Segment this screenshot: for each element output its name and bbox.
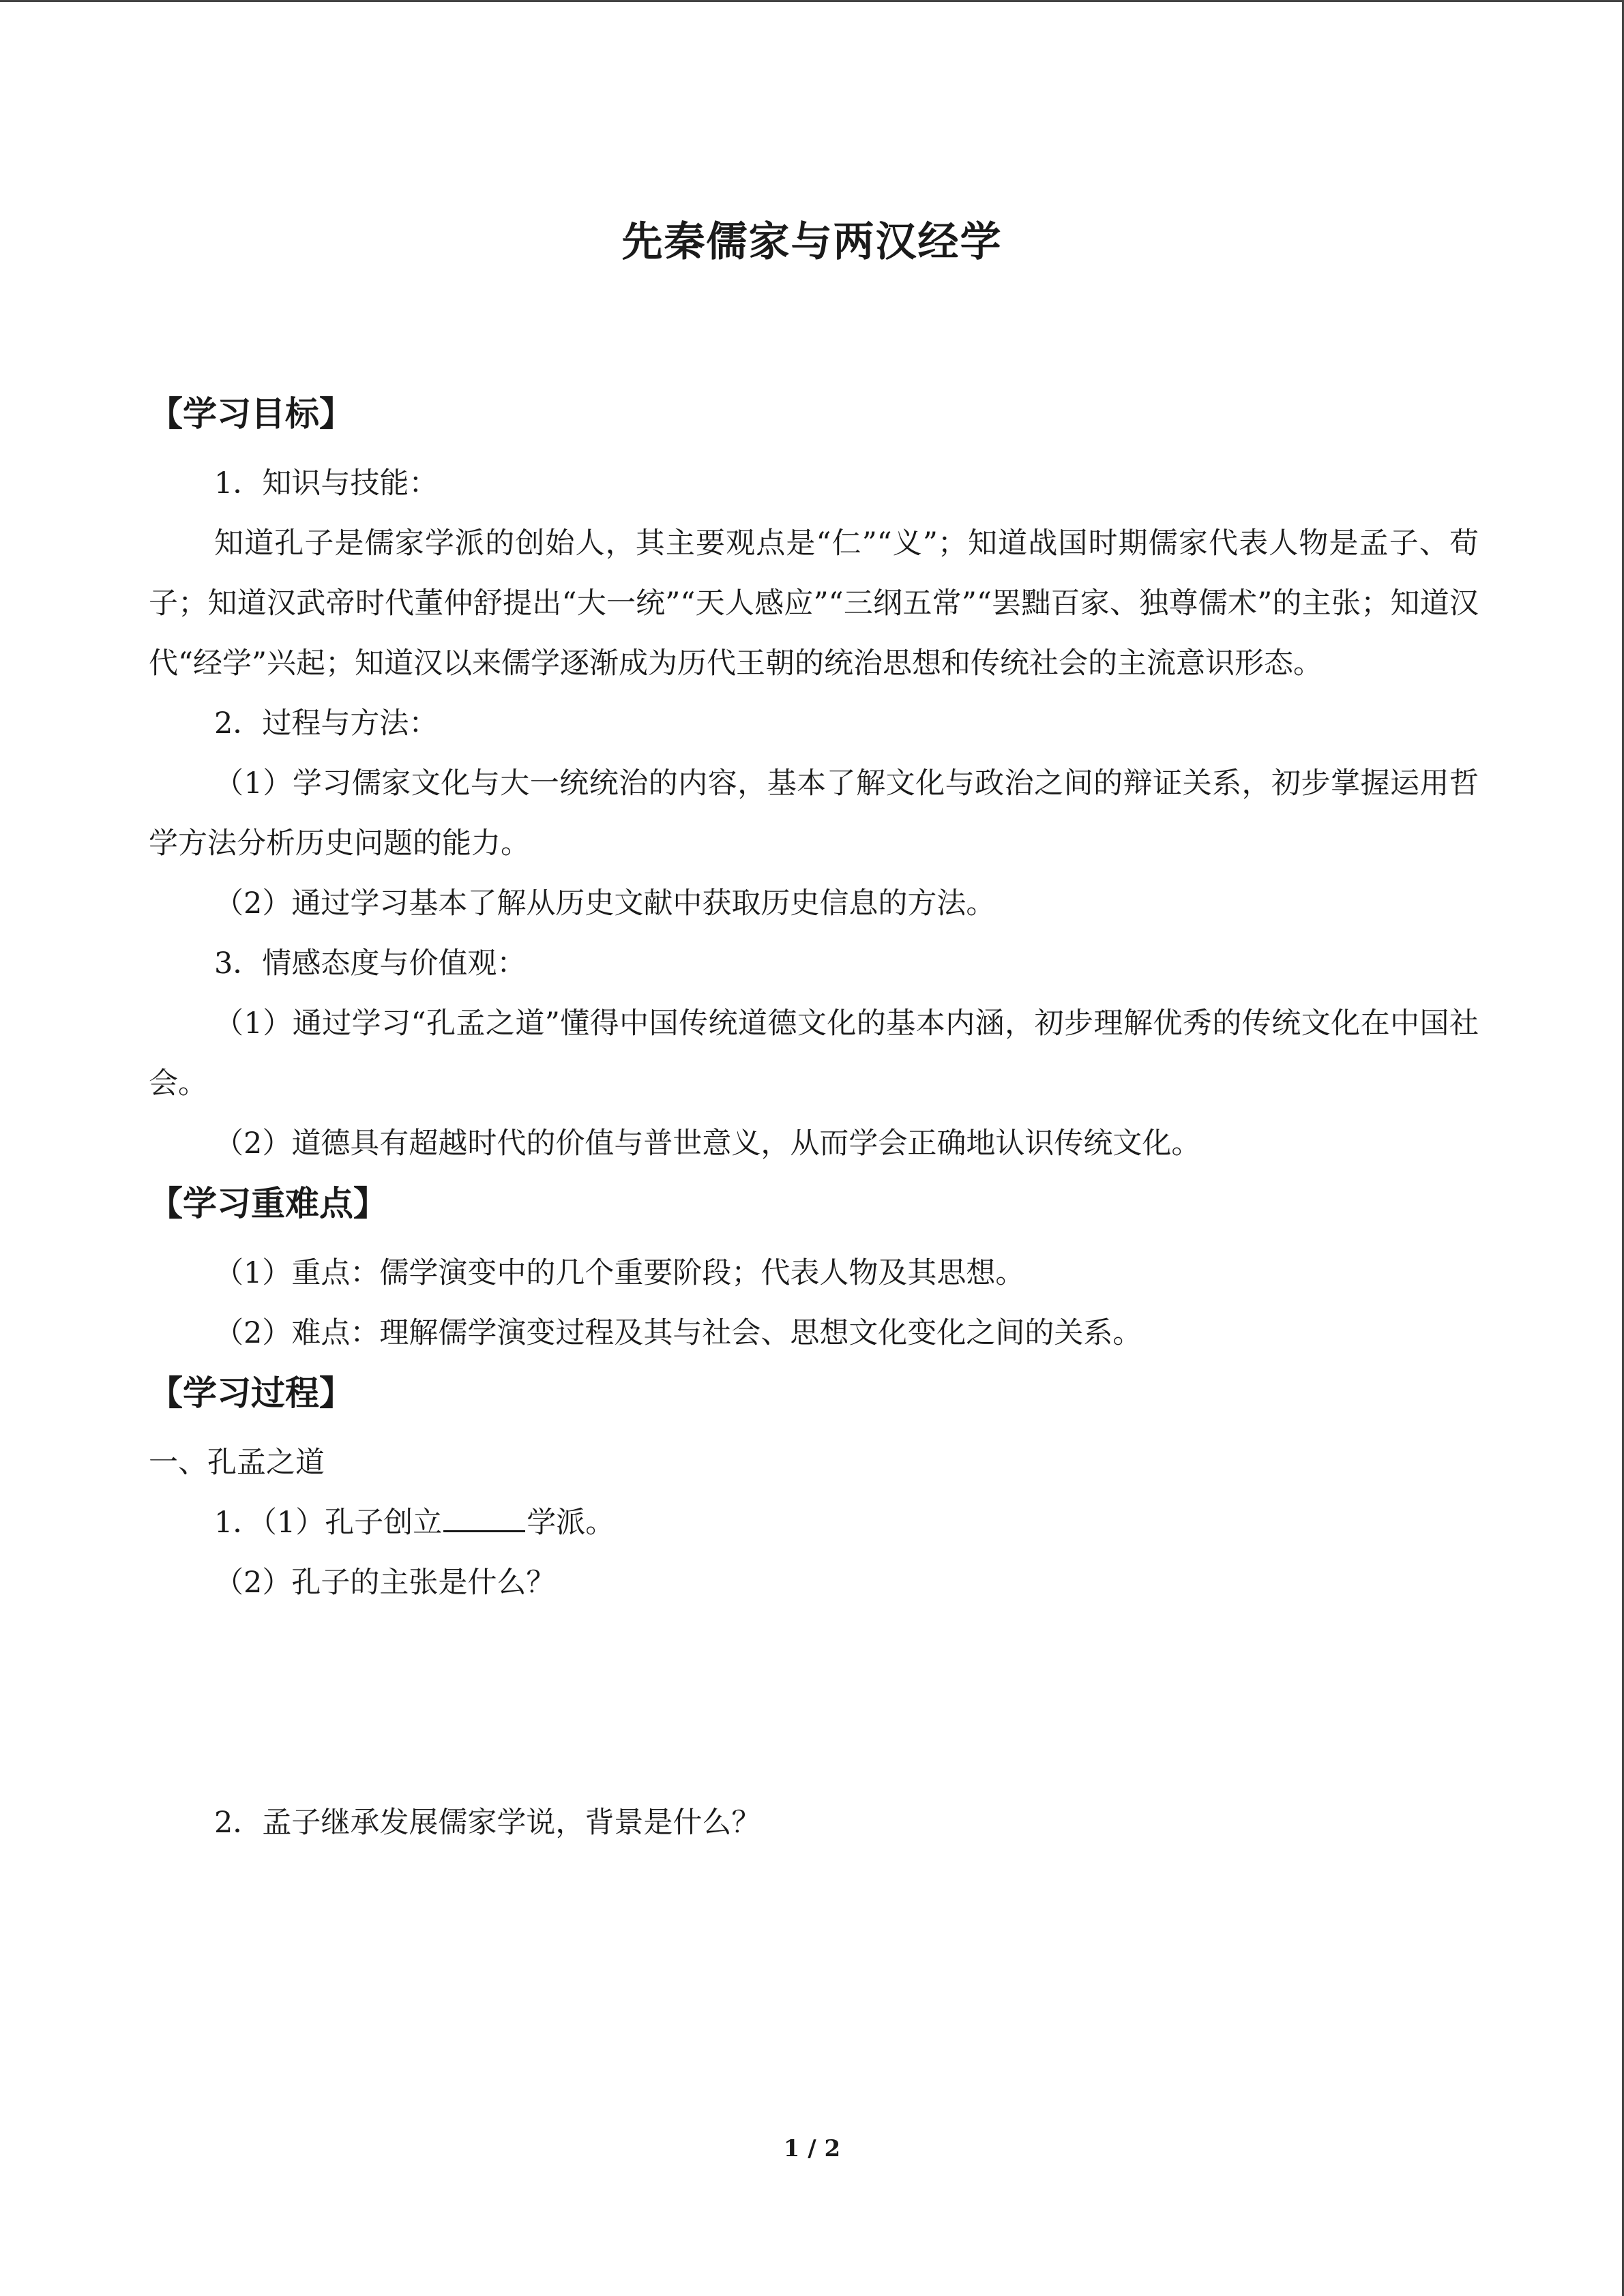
document-body: [149, 384, 1479, 1853]
key-point-1: （1）重点：儒学演变中的几个重要阶段；代表人物及其思想。: [214, 1256, 1025, 1290]
process-part-1-heading: 一、孔孟之道: [149, 1446, 325, 1480]
page-number: 1 / 2: [783, 2135, 841, 2162]
objective-item-3-label: 3．情感态度与价值观：: [214, 946, 527, 981]
fill-in-blank[interactable]: [443, 1503, 525, 1532]
question-1-1-suffix: 学派。: [527, 1506, 615, 1540]
objective-item-1-label: 1．知识与技能：: [214, 466, 439, 501]
objective-item-2-label: 2．过程与方法：: [214, 706, 439, 741]
spacer: [149, 1423, 1479, 1433]
section-heading-process: 【学习过程】: [149, 1373, 353, 1413]
question-1-1-prefix: 1．（1）孔子创立: [214, 1506, 443, 1540]
spacer: [149, 444, 1479, 453]
question-1-2: （2）孔子的主张是什么？: [214, 1566, 556, 1600]
answer-space: [149, 1613, 1479, 1793]
section-heading-objectives: 【学习目标】: [149, 394, 353, 434]
objective-item-2-paragraph-2: （2）通过学习基本了解从历史文献中获取历史信息的方法。: [214, 886, 996, 921]
spacer: [149, 1234, 1479, 1243]
objective-item-1-text: 知道孔子是儒家学派的创始人，其主要观点是“仁”“义”；知道战国时期儒家代表人物是孟子、荀子；知道汉武帝时代董仲舒提出“大一统”“天人感应”“三纲五常”“罢黜百家、独尊儒术”的主张；知道汉代“经学”兴起；知道汉以来儒学逐渐成为历代王朝的统治思想和传统社会的主流意识形态。: [149, 526, 1479, 681]
objective-item-3-paragraph-2: （2）道德具有超越时代的价值与普世意义，从而学会正确地认识传统文化。: [214, 1127, 1201, 1161]
section-heading-key-points: 【学习重难点】: [149, 1184, 387, 1223]
document-title: 先秦儒家与两汉经学: [621, 218, 1003, 266]
objective-item-3-paragraph-1: （1）通过学习“孔孟之道”懂得中国传统道德文化的基本内涵，初步理解优秀的传统文化在中国社会。: [149, 1007, 1479, 1101]
question-1-1: [149, 1493, 1479, 1553]
question-2: 2．孟子继承发展儒家学说，背景是什么？: [214, 1806, 761, 1840]
key-point-2: （2）难点：理解儒学演变过程及其与社会、思想文化变化之间的关系。: [214, 1316, 1142, 1350]
objective-item-2-paragraph-1: （1）学习儒家文化与大一统统治的内容，基本了解文化与政治之间的辩证关系，初步掌握运用哲学方法分析历史问题的能力。: [149, 766, 1479, 861]
